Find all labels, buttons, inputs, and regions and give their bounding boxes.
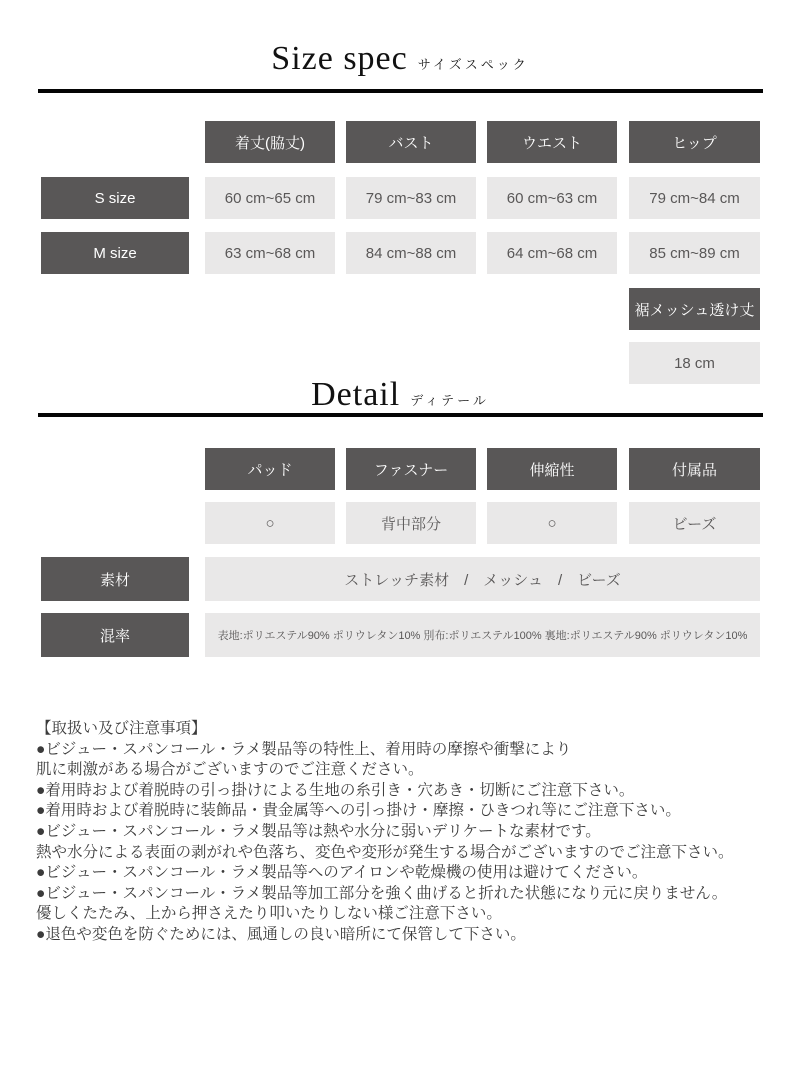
material-row-label: 素材: [41, 557, 189, 601]
handling-note-line: ●ビジュー・スパンコール・ラメ製品等の特性上、着用時の摩擦や衝撃により: [36, 740, 572, 758]
size-value-cell: 60 cm~65 cm: [205, 177, 335, 219]
size-value-cell: 79 cm~83 cm: [346, 177, 476, 219]
material-row-value: ストレッチ素材 / メッシュ / ビーズ: [205, 557, 760, 601]
detail-col-header-fastener: ファスナー: [346, 448, 476, 490]
hem-mesh-length-header: 裾メッシュ透け丈: [629, 288, 760, 330]
handling-notes: [36, 719, 796, 946]
detail-col-header-accessory: 付属品: [629, 448, 760, 490]
handling-note-line: ●着用時および着脱時の引っ掛けによる生地の糸引き・穴あき・切断にご注意下さい。: [36, 781, 635, 799]
size-value-cell: 64 cm~68 cm: [487, 232, 617, 274]
size-value-cell: 84 cm~88 cm: [346, 232, 476, 274]
size-spec-title: [0, 40, 800, 78]
size-spec-title-en: Size spec: [271, 40, 408, 77]
detail-value-cell: 背中部分: [346, 502, 476, 544]
size-col-header-bust: バスト: [346, 121, 476, 163]
handling-note-line: ●退色や変色を防ぐためには、風通しの良い暗所にて保管して下さい。: [36, 925, 526, 943]
size-value-cell: 85 cm~89 cm: [629, 232, 760, 274]
handling-note-line: 肌に刺激がある場合がございますのでご注意ください。: [36, 761, 424, 779]
handling-note-line: ●ビジュー・スパンコール・ラメ製品等加工部分を強く曲げると折れた状態になり元に戻りません。: [36, 884, 728, 902]
detail-value-cell: ビーズ: [629, 502, 760, 544]
size-col-header-waist: ウエスト: [487, 121, 617, 163]
size-value-cell: 60 cm~63 cm: [487, 177, 617, 219]
hem-mesh-length-value: 18 cm: [629, 342, 760, 384]
size-spec-title-ja: サイズスペック: [417, 57, 529, 72]
detail-title-ja: ディテール: [410, 393, 489, 408]
detail-col-header-pad: パッド: [205, 448, 335, 490]
detail-col-header-stretch: 伸縮性: [487, 448, 617, 490]
size-value-cell: 63 cm~68 cm: [205, 232, 335, 274]
detail-value-cell: ○: [487, 502, 617, 544]
handling-note-line: 熱や水分による表面の剥がれや色落ち、変色や変形が発生する場合がございますのでご注意下さい。: [36, 843, 734, 861]
handling-notes-heading: 【取扱い及び注意事項】: [36, 720, 207, 737]
detail-title-en: Detail: [311, 376, 401, 413]
handling-note-line: 優しくたたみ、上から押さえたり叩いたりしない様ご注意下さい。: [36, 905, 502, 923]
divider-rule-top: [38, 89, 763, 93]
handling-note-line: ●ビジュー・スパンコール・ラメ製品等へのアイロンや乾燥機の使用は避けてください。: [36, 864, 648, 882]
handling-note-line: ●着用時および着脱時に装飾品・貴金属等への引っ掛け・摩擦・ひきつれ等にご注意下さい。: [36, 802, 681, 820]
size-col-header-length: 着丈(脇丈): [205, 121, 335, 163]
handling-note-line: ●ビジュー・スパンコール・ラメ製品等は熱や水分に弱いデリケートな素材です。: [36, 822, 601, 840]
size-value-cell: 79 cm~84 cm: [629, 177, 760, 219]
size-col-header-hip: ヒップ: [629, 121, 760, 163]
detail-value-cell: ○: [205, 502, 335, 544]
detail-title: [0, 376, 800, 414]
blend-row-value: 表地:ポリエステル90% ポリウレタン10% 別布:ポリエステル100% 裏地:ポリエステル90% ポリウレタン10%: [205, 613, 760, 657]
size-row-label-m: M size: [41, 232, 189, 274]
divider-rule-detail: [38, 413, 763, 417]
blend-row-label: 混率: [41, 613, 189, 657]
size-row-label-s: S size: [41, 177, 189, 219]
